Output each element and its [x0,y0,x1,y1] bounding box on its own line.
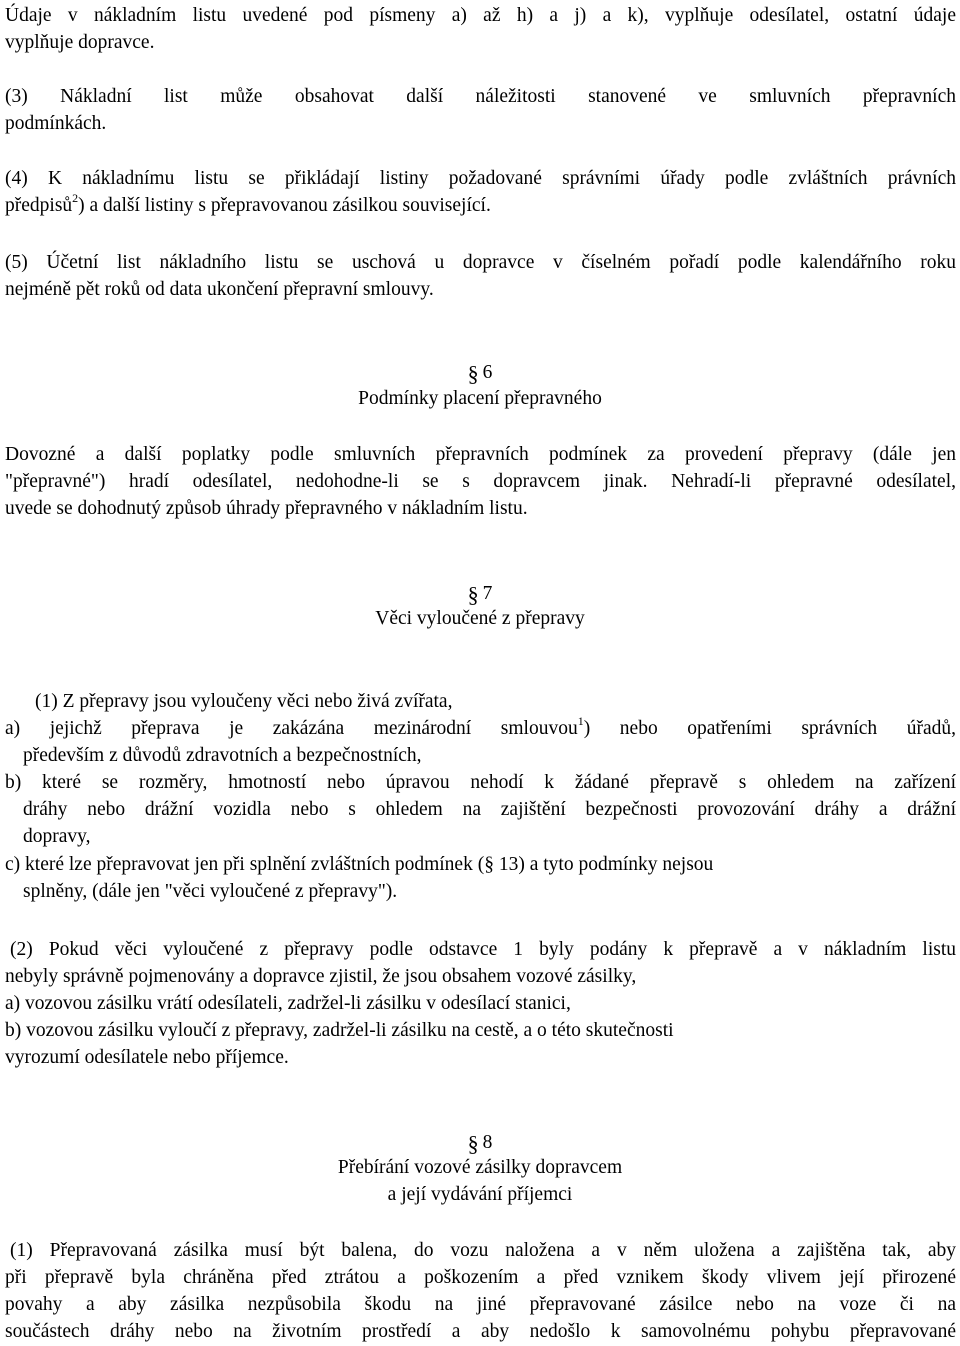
text-fragment: ) a další listiny s přepravovanou zásilkou související. [78,195,491,216]
text-line: dopravy, [23,826,91,847]
section-symbol: § [467,582,479,607]
text-line: dráhy nebo drážní vozidla nebo s ohledem na zajištění bezpečnosti provozování dráhy a drážní [23,799,956,820]
footnote-marker: 1 [577,713,584,728]
text-line: vyrozumí odesílatele nebo příjemce. [5,1047,289,1068]
text-line: (3) Nákladní list může obsahovat další náležitosti stanovené ve smluvních přepravních [5,86,956,107]
section-title: Podmínky placení přepravného [358,388,602,409]
text-line: (5) Účetní list nákladního listu se uschová u dopravce v číselném pořadí podle kalendářního roku [5,252,956,273]
text-line: splněny, (dále jen "věci vyloučené z přepravy"). [23,881,398,902]
text-line: nebyly správně pojmenovány a dopravce zjistil, že jsou obsahem vozové zásilky, [5,966,637,987]
section-symbol: § [467,361,479,386]
text-line: nejméně pět roků od data ukončení přepravní smlouvy. [5,279,434,300]
section-heading-number [0,578,960,607]
text-line: součástech dráhy nebo na životním prostředí a aby nedošlo k samovolnému pohybu přepravované [5,1321,956,1342]
text-line: Údaje v nákladním listu uvedené pod písmeny a) až h) a j) a k), vyplňuje odesílatel, ostatní údaje [5,5,956,26]
section-title: a její vydávání příjemci [387,1184,573,1205]
section-number: 7 [482,583,493,604]
list-label: c) [5,854,21,875]
text-line: (1) Přepravovaná zásilka musí být balena, do vozu naložena a v něm uložena a zajištěna tak, aby [10,1240,956,1261]
text-fragment: ) nebo opatřeními správních úřadů, [583,718,957,739]
section-heading-number [0,1127,960,1156]
section-heading-number [0,357,960,386]
section-number: 6 [482,362,493,383]
list-label: b) [5,772,22,793]
text-line: vyplňuje dopravce. [5,32,155,53]
text-line: (4) K nákladnímu listu se přikládají listiny požadované správními úřady podle zvláštních právních [5,168,956,189]
list-item-c [5,851,956,878]
text-line: povahy a aby zásilka nezpůsobila škodu na jiné přepravované zásilce nebo na voze či na [5,1294,956,1315]
text-line: podmínkách. [5,113,107,134]
footnote-marker: 2 [72,190,79,205]
text-line: při přepravě byla chráněna před ztrátou a poškozením a před vznikem škody vlivem její přirozené [5,1267,956,1288]
text-fragment: jejichž přeprava je zakázána mezinárodní smlouvou [49,718,578,739]
text-line: především z důvodů zdravotních a bezpečnostních, [23,745,422,766]
text-line: uvede se dohodnutý způsob úhrady přepravného v nákladním listu. [5,498,528,519]
list-label: a) [5,718,21,739]
section-number: 8 [482,1132,493,1153]
text-line: (1) Z přepravy jsou vyloučeny věci nebo živá zvířata, [35,691,453,712]
section-symbol: § [467,1131,479,1156]
text-line: a) vozovou zásilku vrátí odesílateli, zadržel-li zásilku v odesílací stanici, [5,993,571,1014]
list-item-a [5,715,956,742]
section-title: Přebírání vozové zásilky dopravcem [337,1157,623,1178]
section-title: Věci vyloučené z přepravy [375,608,585,629]
text-line [5,192,956,219]
text-fragment: předpisů [5,195,73,216]
text-line: b) vozovou zásilku vyloučí z přepravy, zadržel-li zásilku na cestě, a o této skutečnosti [5,1020,674,1041]
text-fragment: které se rozměry, hmotností nebo úpravou nehodí k žádané přepravě s ohledem na zařízení [42,772,956,793]
list-item-b [5,769,956,796]
text-fragment: které lze přepravovat jen při splnění zvláštních podmínek (§ 13) a tyto podmínky nejsou [25,854,714,875]
text-line: (2) Pokud věci vyloučené z přepravy podle odstavce 1 byly podány k přepravě a v nákladním listu [10,939,956,960]
text-line: Dovozné a další poplatky podle smluvních přepravních podmínek za provedení přepravy (dále jen [5,444,956,465]
text-line: "přepravné") hradí odesílatel, nedohodne-li se s dopravcem jinak. Nehradí-li přepravné odesílatel, [5,471,956,492]
